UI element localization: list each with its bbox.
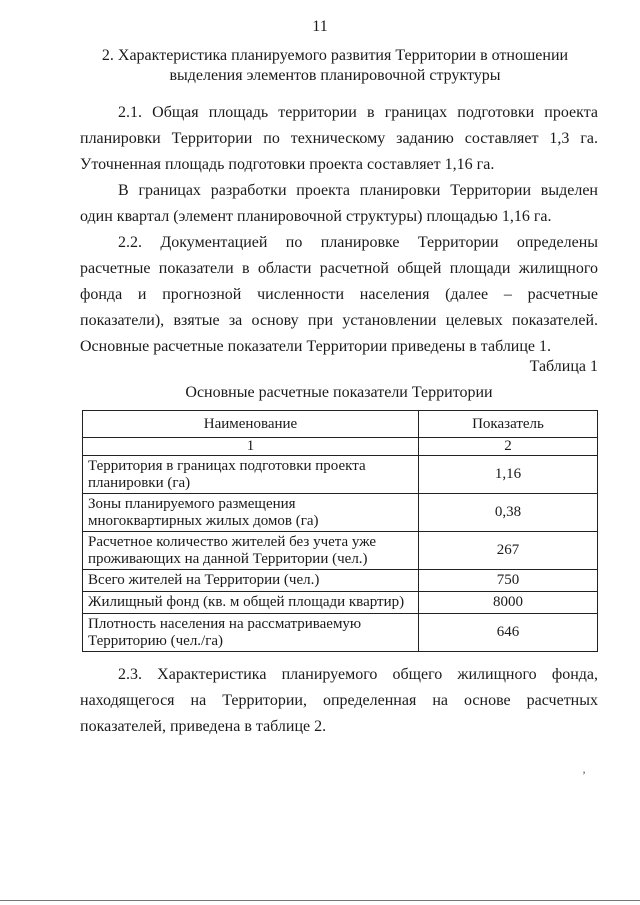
row-name: Зоны планируемого размещения многоквартирных жилых домов (га) (83, 494, 419, 532)
row-name: Расчетное количество жителей без учета уже проживающих на данной Территории (чел.) (83, 532, 419, 570)
table-row (83, 570, 598, 592)
row-value: 8000 (419, 592, 598, 614)
scan-mark: ’ (582, 768, 586, 782)
paragraph-2-3: 2.3. Характеристика планируемого общего жилищного фонда, находящегося на Территории, определенная на основе расчетных показателей, приведена в таблице 2. (80, 666, 598, 735)
indicators-table (82, 410, 598, 652)
table-row (83, 494, 598, 532)
table-row (83, 592, 598, 614)
row-name: Территория в границах подготовки проекта планировки (га) (83, 456, 419, 494)
paragraph-2-1-quarter: В границах разработки проекта планировки Территории выделен один квартал (элемент планировочной структуры) площадью 1,16 га. (80, 182, 598, 225)
section-heading: 2. Характеристика планируемого развития Территории в отношении выделения элементов планировочной структуры (101, 47, 569, 84)
row-name: Жилищный фонд (кв. м общей площади квартир) (83, 592, 419, 614)
row-value: 0,38 (419, 494, 598, 532)
scan-edge-line (0, 900, 640, 901)
header-value: Показатель (419, 411, 598, 438)
row-value: 1,16 (419, 456, 598, 494)
table-header-row (83, 411, 598, 438)
paragraph-2-1: 2.1. Общая площадь территории в границах подготовки проекта планировки Территории по техническому заданию составляет 1,3 га. Уточненная площадь подготовки проекта составляет 1,16 га. (80, 104, 598, 173)
table-label: Таблица 1 (529, 358, 598, 375)
column-number: 2 (419, 438, 598, 456)
table-column-numbers-row (83, 438, 598, 456)
header-name: Наименование (83, 411, 419, 438)
table-row (83, 614, 598, 652)
column-number: 1 (83, 438, 419, 456)
table-row (83, 532, 598, 570)
table-row (83, 456, 598, 494)
table-title: Основные расчетные показатели Территории (185, 384, 493, 401)
row-value: 646 (419, 614, 598, 652)
page-number: 11 (312, 18, 328, 35)
row-name: Плотность населения на рассматриваемую Территорию (чел./га) (83, 614, 419, 652)
row-value: 750 (419, 570, 598, 592)
row-name: Всего жителей на Территории (чел.) (83, 570, 419, 592)
row-value: 267 (419, 532, 598, 570)
paragraph-2-2: 2.2. Документацией по планировке Территории определены расчетные показатели в области расчетной общей площади жилищного фонда и прогнозной численности населения (далее – расчетные показатели), взятые за основу при установлении целевых показателей. Основные расчетные показатели Территории приведены в таблице 1. (80, 234, 598, 355)
